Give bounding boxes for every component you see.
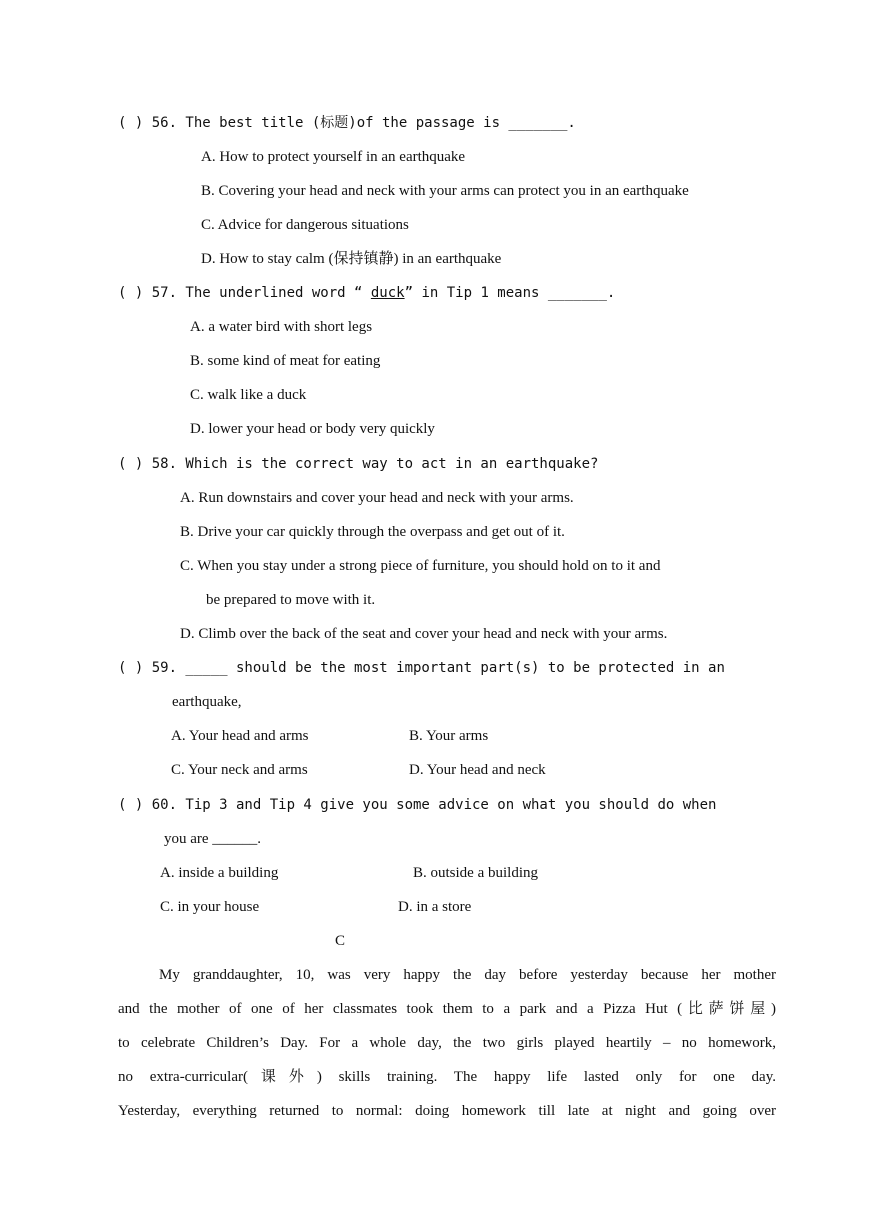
- q59-option-d: D. Your head and neck: [409, 762, 546, 778]
- q59-stem-cont: earthquake,: [172, 694, 242, 710]
- q59-option-c: C. Your neck and arms: [171, 762, 308, 778]
- q60-option-c: C. in your house: [160, 899, 260, 915]
- question-60-stem: ( ) 60. Tip 3 and Tip 4 give you some advice on what you should do when: [118, 797, 717, 813]
- section-c-heading: C: [335, 933, 346, 949]
- q57-option-c: C. walk like a duck: [190, 387, 307, 403]
- q60-option-b: B. outside a building: [413, 865, 538, 881]
- question-58-stem: ( ) 58. Which is the correct way to act in an earthquake?: [118, 456, 599, 472]
- q60-stem-cont: you are ______.: [164, 831, 262, 847]
- q58-option-c-cont: be prepared to move with it.: [206, 592, 376, 608]
- q57-stem-before: ( ) 57. The underlined word “: [118, 285, 371, 301]
- q58-option-d: D. Climb over the back of the seat and cover your head and neck with your arms.: [180, 626, 668, 642]
- passage-line-1: My granddaughter, 10, was very happy the day before yesterday because her mother: [159, 967, 776, 983]
- q60-option-d: D. in a store: [398, 899, 472, 915]
- q57-option-d: D. lower your head or body very quickly: [190, 421, 435, 437]
- q59-option-a: A. Your head and arms: [171, 728, 309, 744]
- passage-line-5: Yesterday, everything returned to normal: doing homework till late at night and going over: [118, 1103, 776, 1119]
- q56-option-a: A. How to protect yourself in an earthquake: [201, 149, 466, 165]
- q57-stem-after: ” in Tip 1 means _______.: [404, 285, 616, 301]
- q56-option-d: D. How to stay calm (保持镇静) in an earthquake: [201, 251, 502, 267]
- passage-line-3: to celebrate Children’s Day. For a whole day, the two girls played heartily – no homework,: [118, 1035, 776, 1051]
- q56-option-c: C. Advice for dangerous situations: [201, 217, 409, 233]
- question-56-stem: ( ) 56. The best title (标题)of the passage is _______.: [118, 115, 576, 131]
- question-59-stem: ( ) 59. _____ should be the most important part(s) to be protected in an: [118, 660, 725, 676]
- q58-option-a: A. Run downstairs and cover your head and neck with your arms.: [180, 490, 574, 506]
- q59-option-b: B. Your arms: [409, 728, 489, 744]
- question-57-stem: [118, 284, 615, 302]
- q58-option-b: B. Drive your car quickly through the overpass and get out of it.: [180, 524, 565, 540]
- q58-option-c: C. When you stay under a strong piece of furniture, you should hold on to it and: [180, 558, 661, 574]
- passage-line-2: and the mother of one of her classmates took them to a park and a Pizza Hut (比萨饼屋): [118, 1001, 776, 1017]
- q57-underlined-word: duck: [370, 285, 405, 301]
- q57-option-a: A. a water bird with short legs: [190, 319, 373, 335]
- q60-option-a: A. inside a building: [160, 865, 279, 881]
- q56-option-b: B. Covering your head and neck with your arms can protect you in an earthquake: [201, 183, 689, 199]
- passage-line-4: no extra-curricular(课外) skills training. The happy life lasted only for one day.: [118, 1069, 776, 1085]
- q57-option-b: B. some kind of meat for eating: [190, 353, 381, 369]
